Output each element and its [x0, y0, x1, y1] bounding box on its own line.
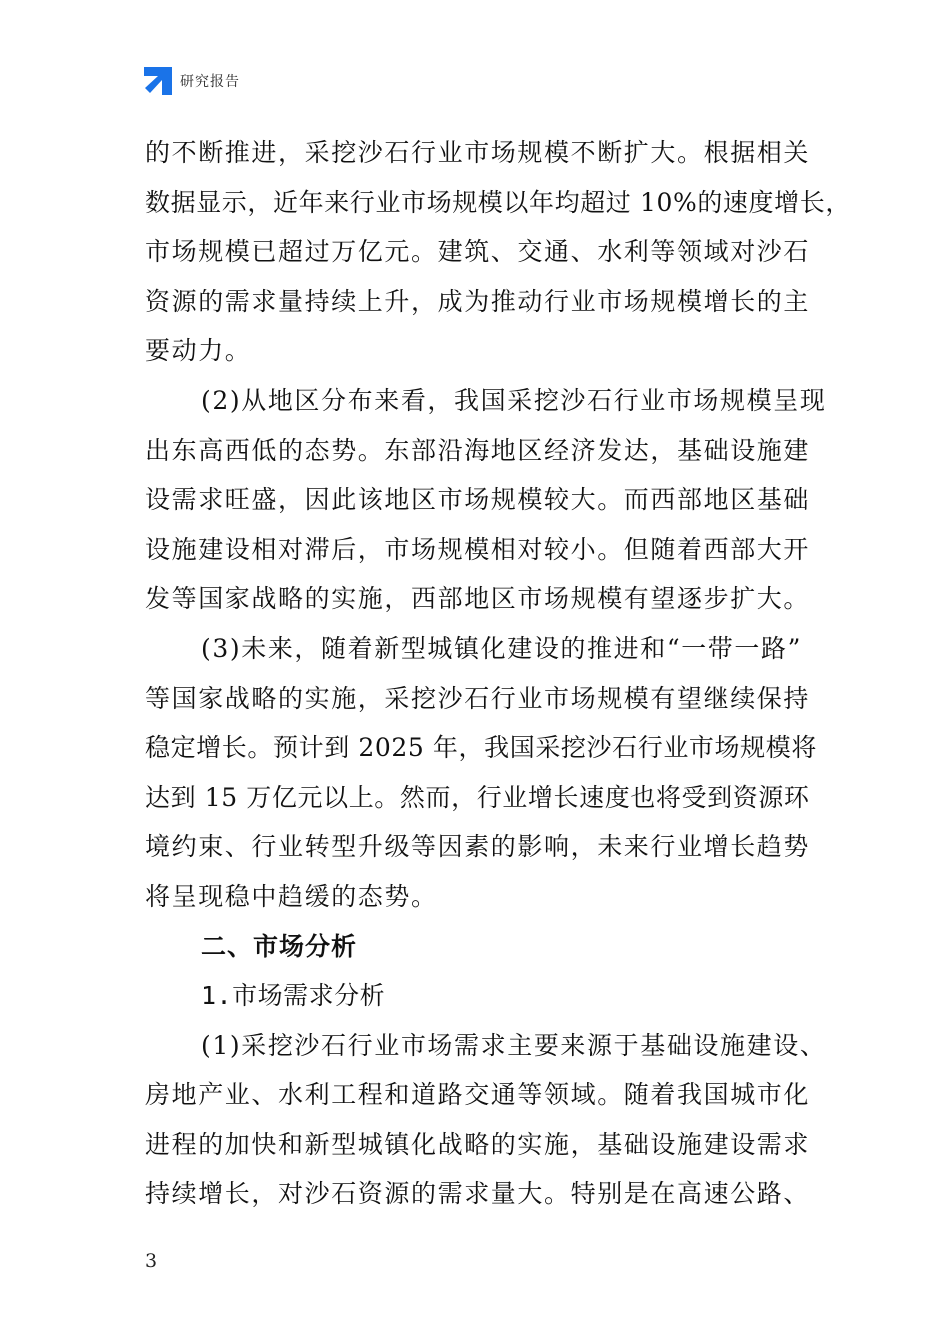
paragraph-line: 出东高西低的态势。东部沿海地区经济发达，基础设施建	[145, 435, 811, 465]
paragraph-line: 稳定增长。预计到 2025 年，我国采挖沙石行业市场规模将	[145, 733, 817, 763]
paragraph-line: 要动力。	[145, 336, 252, 366]
paragraph-line: 房地产业、水利工程和道路交通等领域。随着我国城市化	[145, 1080, 811, 1110]
paragraph-line: 设需求旺盛，因此该地区市场规模较大。而西部地区基础	[145, 485, 811, 515]
paragraph-line: 持续增长，对沙石资源的需求量大。特别是在高速公路、	[145, 1179, 811, 1209]
paragraph-line: 资源的需求量持续上升，成为推动行业市场规模增长的主	[145, 286, 811, 316]
document-body	[145, 128, 851, 1219]
page-number: 3	[145, 1250, 158, 1272]
paragraph-line: 市场规模已超过万亿元。建筑、交通、水利等领域对沙石	[145, 237, 811, 267]
paragraph-line: 进程的加快和新型城镇化战略的实施，基础设施建设需求	[145, 1129, 811, 1159]
paragraph-line: 的不断推进，采挖沙石行业市场规模不断扩大。根据相关	[145, 138, 811, 167]
paragraph-line: 设施建设相对滞后，市场规模相对较小。但随着西部大开	[145, 534, 811, 564]
paragraph-line: 等国家战略的实施，采挖沙石行业市场规模有望继续保持	[145, 683, 811, 713]
paragraph-line: 将呈现稳中趋缓的态势。	[145, 881, 438, 911]
paragraph-line: 达到 15 万亿元以上。然而，行业增长速度也将受到资源环	[145, 782, 810, 812]
logo-icon	[144, 67, 172, 95]
paragraph-line: (3)未来，随着新型城镇化建设的推进和“一带一路”	[201, 633, 802, 663]
paragraph-line: 境约束、行业转型升级等因素的影响，未来行业增长趋势	[145, 832, 811, 862]
subsection-heading: 1.市场需求分析	[201, 981, 386, 1011]
paragraph-line: 发等国家战略的实施，西部地区市场规模有望逐步扩大。	[145, 584, 811, 614]
paragraph-line: (1)采挖沙石行业市场需求主要来源于基础设施建设、	[201, 1030, 827, 1060]
header-title: 研究报告	[180, 74, 240, 90]
report-header	[144, 66, 240, 96]
section-heading: 二、市场分析	[201, 931, 358, 961]
paragraph-line: 数据显示，近年来行业市场规模以年均超过 10%的速度增长，	[145, 187, 851, 217]
paragraph-line: (2)从地区分布来看，我国采挖沙石行业市场规模呈现	[201, 385, 827, 415]
